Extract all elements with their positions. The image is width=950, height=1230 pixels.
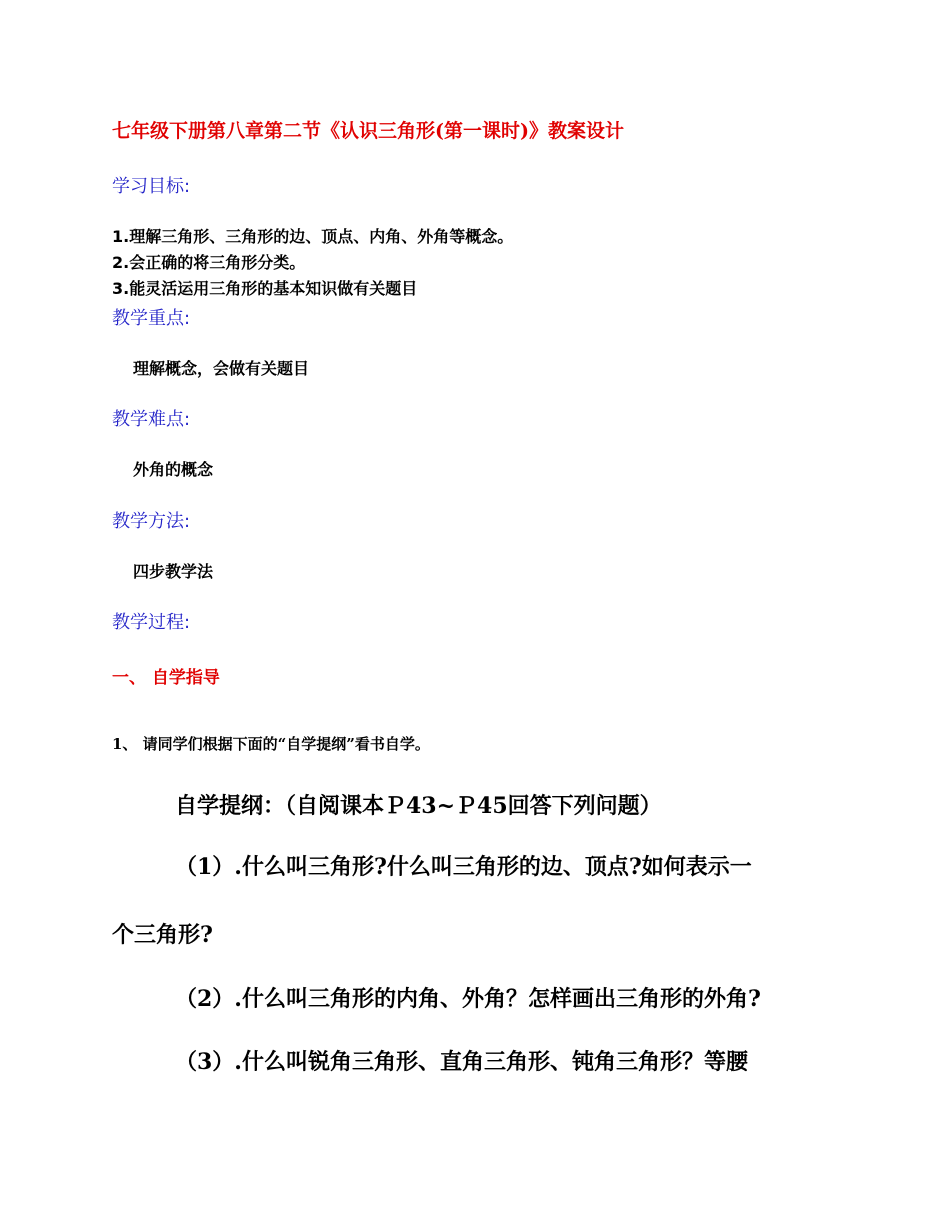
method-text: 四步教学法 (133, 562, 214, 581)
question-2: （2）.什么叫三角形的内角、外角？怎样画出三角形的外角? (175, 986, 761, 1012)
difficulty-text: 外角的概念 (133, 460, 214, 479)
outline-title: 自学提纲：（自阅课本Ｐ43~Ｐ45回答下列问题） (175, 793, 662, 819)
goal-number: 3. (112, 279, 130, 298)
method-heading: 教学方法: (112, 511, 191, 532)
goal-item (112, 276, 417, 299)
question-1-line-1: （1）.什么叫三角形?什么叫三角形的边、顶点?如何表示一 (175, 854, 752, 880)
key-points-heading: 教学重点: (112, 308, 191, 329)
section-heading: 一、 自学指导 (112, 668, 220, 688)
goal-text: 理解三角形、三角形的边、顶点、内角、外角等概念。 (129, 227, 514, 246)
goal-number: 1. (112, 227, 130, 246)
goal-item (112, 250, 305, 273)
goals-heading: 学习目标: (112, 176, 191, 197)
goal-text: 会正确的将三角形分类。 (129, 253, 306, 272)
goal-number: 2. (112, 253, 130, 272)
process-heading: 教学过程: (112, 612, 191, 633)
goal-text: 能灵活运用三角形的基本知识做有关题目 (129, 279, 418, 298)
question-1-line-2: 个三角形? (112, 922, 213, 948)
goal-item (112, 224, 513, 247)
document-title: 七年级下册第八章第二节《认识三角形(第一课时)》教案设计 (112, 120, 624, 142)
question-3: （3）.什么叫锐角三角形、直角三角形、钝角三角形？等腰 (175, 1049, 748, 1075)
key-points-text: 理解概念，会做有关题目 (133, 359, 310, 378)
difficulty-heading: 教学难点: (112, 409, 191, 430)
step-instruction: 1、 请同学们根据下面的“自学提纲”看书自学。 (112, 735, 430, 753)
